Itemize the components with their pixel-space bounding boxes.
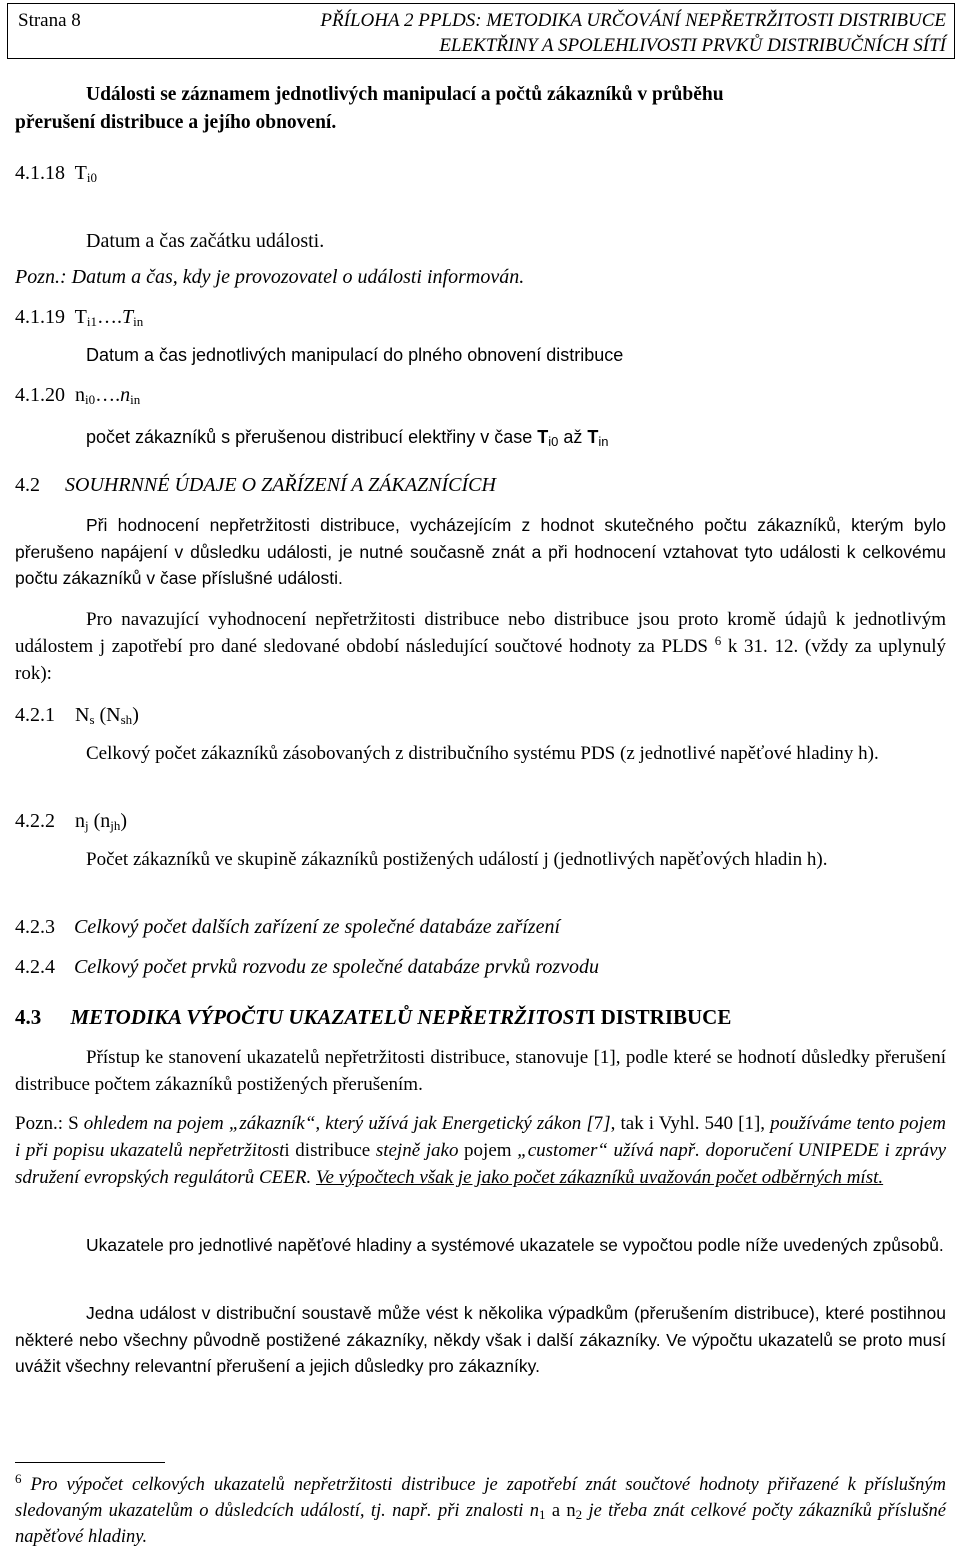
item-4-2-2-desc: Počet zákazníků ve skupině zákazníků postižených událostí j (jednotlivých napěťových hladin h).	[86, 849, 828, 870]
item-paren-sub: jh	[110, 818, 121, 833]
footnote-divider	[15, 1462, 165, 1463]
item-number: 4.2.4	[15, 956, 55, 978]
item-4-1-19-desc: Datum a čas jednotlivých manipulací do plného obnovení distribuce	[86, 345, 624, 365]
item-paren-close: )	[132, 704, 139, 726]
item-dots: ….	[95, 384, 121, 406]
item-4-2-2	[15, 808, 127, 834]
item-4-2-4	[15, 954, 599, 980]
item-symbol: T	[74, 306, 87, 328]
item-number: 4.2.1	[15, 704, 55, 726]
section-4-3-paragraph-3: Jedna událost v distribuční soustavě může vést k několika výpadkům (přerušením distribuce), které postihnou některé nebo všechny původně postižené zákazníky, někdy však i další zákazníky. Ve výpočtu ukazatelů se proto musí uvážit všechny relevantní přerušení a jejich důsledky pro zákazníky.	[15, 1303, 946, 1376]
page-header	[7, 3, 955, 59]
header-title	[320, 8, 946, 58]
section-4-3-paragraph-2: Ukazatele pro jednotlivé napěťové hladiny a systémové ukazatele se vypočtou podle níže uvedených způsobů.	[86, 1235, 944, 1255]
p2-text-b: k 31. 12. (vždy za uplynulý rok):	[15, 636, 946, 684]
footnote-n1: n	[529, 1501, 540, 1521]
item-symbol-sub: i0	[86, 170, 97, 185]
desc-t2-sub: in	[598, 434, 609, 449]
item-4-1-19	[15, 304, 143, 330]
item-dots: ….	[96, 306, 122, 328]
intro-line-1: Události se záznamem jednotlivých manipulací a počtů zákazníků v průběhu	[86, 84, 724, 105]
item-symbol-2-sub: in	[133, 314, 144, 329]
item-symbol-2-sub: in	[130, 392, 141, 407]
item-paren: (N	[94, 704, 121, 726]
section-4-2-paragraph-2	[15, 606, 946, 687]
item-4-1-18-desc: Datum a čas začátku události.	[86, 230, 325, 252]
item-number: 4.2.3	[15, 916, 55, 938]
note-italic-3: používáme tento pojem i při popisu ukazatelů nepřetržitost	[15, 1113, 946, 1161]
footnote-n1-sub: 1	[539, 1507, 546, 1522]
desc-mid: až	[558, 427, 588, 447]
item-paren: (n	[88, 810, 111, 832]
footnote-n2-sub: 2	[575, 1507, 583, 1522]
item-symbol-sub: i1	[86, 314, 97, 329]
section-number: 4.3	[15, 1005, 42, 1029]
note-s: S	[68, 1113, 84, 1134]
desc-t1-sub: i0	[548, 434, 559, 449]
item-symbol: T	[74, 162, 87, 184]
header-title-line1: PŘÍLOHA 2 PPLDS: METODIKA URČOVÁNÍ NEPŘETRŽITOSTI DISTRIBUCE	[320, 10, 946, 31]
note-italic-1: ohledem na pojem „zákazník“, který užívá jak Energetický zákon [	[83, 1113, 594, 1134]
section-4-3-note	[15, 1110, 946, 1191]
note-ref-7: 7	[593, 1113, 604, 1134]
item-4-1-20	[15, 382, 140, 408]
intro-line-2: přerušení distribuce a jejího obnovení.	[15, 112, 337, 133]
item-4-2-3	[15, 914, 560, 940]
page-number: Strana 8	[18, 10, 81, 31]
item-4-2-1-desc: Celkový počet zákazníků zásobovaných z distribučního systému PDS (z jednotlivé napěťové hladiny h).	[86, 743, 879, 764]
note-italic-4: stejně jako	[375, 1140, 459, 1161]
section-title-italic: METODIKA VÝPOČTU UKAZATELŮ NEPŘETRŽITOST	[70, 1005, 588, 1029]
item-symbol-2: n	[120, 384, 131, 406]
footnote-n2: n	[566, 1501, 576, 1521]
item-symbol: N	[75, 704, 90, 726]
item-4-1-18	[15, 160, 97, 186]
item-symbol-sub: i0	[85, 392, 96, 407]
note-mid: , tak i Vyhl. 540 [1],	[610, 1113, 771, 1134]
item-desc: Celkový počet dalších zařízení ze společné databáze zařízení	[74, 916, 561, 938]
item-number: 4.1.19	[15, 306, 65, 328]
footnote-mark: 6	[15, 1471, 22, 1486]
section-4-3-paragraph-1: Přístup ke stanovení ukazatelů nepřetržitosti distribuce, stanovuje [1], podle které se hodnotí důsledky přerušení distribuce počtem zákazníků postižených přerušením.	[15, 1047, 946, 1095]
item-4-1-20-desc	[86, 424, 609, 450]
item-desc: Celkový počet prvků rozvodu ze společné databáze prvků rozvodu	[74, 956, 600, 978]
item-symbol: n	[75, 810, 85, 832]
header-title-line2: ELEKTŘINY A SPOLEHLIVOSTI PRVKŮ DISTRIBUČNÍCH SÍTÍ	[439, 35, 946, 56]
item-symbol-sub: s	[89, 712, 95, 727]
footnote	[15, 1472, 946, 1550]
section-4-2-heading	[15, 472, 496, 498]
footnote-ref: 6	[714, 633, 722, 648]
item-number: 4.1.20	[15, 384, 65, 406]
footnote-text-a: Pro výpočet celkových ukazatelů nepřetržitosti distribuce je zapotřebí znát součtové hodnoty přiřazené k příslušným sledovaným ukazatelům o důsledcích událostí, tj. např. při znalosti	[15, 1475, 946, 1521]
desc-t2: T	[587, 427, 599, 447]
item-4-2-1	[15, 702, 139, 728]
item-number: 4.2.2	[15, 810, 55, 832]
item-symbol-2: T	[121, 306, 134, 328]
note-underlined: Ve výpočtech však je jako počet zákazníků uvažován počet odběrných míst.	[315, 1167, 884, 1188]
note-label: Pozn.:	[15, 1113, 69, 1134]
desc-t1: T	[537, 427, 549, 447]
item-symbol: n	[75, 384, 85, 406]
note-plain-2: pojem	[458, 1140, 518, 1161]
note-italic-2: ]	[603, 1113, 611, 1134]
section-4-3-heading	[15, 1004, 731, 1030]
footnote-text-c: je třeba znát celkové počty zákazníků příslušné napěťové hladiny.	[15, 1501, 946, 1547]
desc-text: počet zákazníků s přerušenou distribucí elektřiny v čase	[86, 427, 538, 447]
note-italic-5: „customer“ užívá např. doporučení UNIPEDE i zprávy sdružení evropských regulátorů CEER.	[15, 1140, 947, 1188]
section-4-2-paragraph-1: Při hodnocení nepřetržitosti distribuce, vycházejícím z hodnot skutečného počtu zákazníků, kterým bylo přerušeno napájení v důsledku události, je nutné současně znát a při hodnocení vztahovat tyto události k celkovému počtu zákazníků v čase příslušné události.	[15, 515, 946, 588]
item-paren-sub: sh	[120, 712, 133, 727]
item-number: 4.1.18	[15, 162, 65, 184]
section-title-rest: I DISTRIBUCE	[587, 1005, 732, 1029]
p2-text-a: Pro navazující vyhodnocení nepřetržitosti distribuce nebo distribuce jsou proto kromě údajů k jednotlivým událostem j zapotřebí pro dané sledované období následující součtové hodnoty za PLDS	[15, 609, 946, 657]
note-plain: i distribuce	[284, 1140, 376, 1161]
footnote-text-b: a	[545, 1501, 567, 1521]
section-title: SOUHRNNÉ ÚDAJE O ZAŘÍZENÍ A ZÁKAZNÍCÍCH	[65, 474, 496, 496]
section-number: 4.2	[15, 474, 40, 496]
item-4-1-18-note: Pozn.: Datum a čas, kdy je provozovatel o události informován.	[15, 266, 525, 288]
item-paren-close: )	[120, 810, 128, 832]
item-symbol-sub: j	[85, 818, 89, 833]
